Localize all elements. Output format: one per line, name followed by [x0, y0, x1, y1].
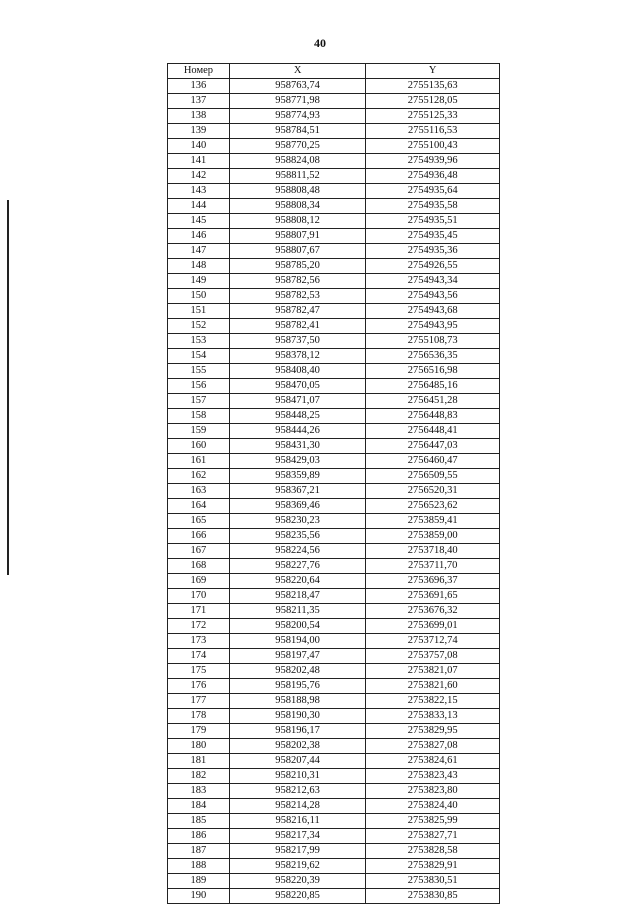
y-coordinate: 2753822,15	[366, 694, 500, 709]
table-row	[168, 469, 500, 484]
point-number: 172	[168, 619, 230, 634]
table-row	[168, 154, 500, 169]
point-number: 188	[168, 859, 230, 874]
x-coordinate: 958220,64	[229, 574, 366, 589]
table-row	[168, 664, 500, 679]
table-row	[168, 859, 500, 874]
table-row	[168, 889, 500, 904]
y-coordinate: 2753833,13	[366, 709, 500, 724]
table-row	[168, 709, 500, 724]
point-number: 159	[168, 424, 230, 439]
point-number: 179	[168, 724, 230, 739]
point-number: 186	[168, 829, 230, 844]
y-coordinate: 2756520,31	[366, 484, 500, 499]
table-row	[168, 574, 500, 589]
point-number: 185	[168, 814, 230, 829]
y-coordinate: 2753829,95	[366, 724, 500, 739]
x-coordinate: 958808,12	[229, 214, 366, 229]
table-row	[168, 769, 500, 784]
x-coordinate: 958807,91	[229, 229, 366, 244]
point-number: 173	[168, 634, 230, 649]
x-coordinate: 958444,26	[229, 424, 366, 439]
x-coordinate: 958220,85	[229, 889, 366, 904]
x-coordinate: 958224,56	[229, 544, 366, 559]
table-row	[168, 514, 500, 529]
x-coordinate: 958227,76	[229, 559, 366, 574]
table-row	[168, 739, 500, 754]
point-number: 144	[168, 199, 230, 214]
point-number: 180	[168, 739, 230, 754]
y-coordinate: 2753829,91	[366, 859, 500, 874]
point-number: 168	[168, 559, 230, 574]
x-coordinate: 958211,35	[229, 604, 366, 619]
x-coordinate: 958471,07	[229, 394, 366, 409]
y-coordinate: 2753830,85	[366, 889, 500, 904]
point-number: 167	[168, 544, 230, 559]
table-row	[168, 424, 500, 439]
table-row	[168, 784, 500, 799]
y-coordinate: 2753830,51	[366, 874, 500, 889]
table-row	[168, 634, 500, 649]
y-coordinate: 2753859,00	[366, 529, 500, 544]
table-row	[168, 109, 500, 124]
x-coordinate: 958217,34	[229, 829, 366, 844]
point-number: 142	[168, 169, 230, 184]
y-coordinate: 2753823,80	[366, 784, 500, 799]
x-coordinate: 958220,39	[229, 874, 366, 889]
x-coordinate: 958369,46	[229, 499, 366, 514]
table-row	[168, 874, 500, 889]
x-coordinate: 958782,53	[229, 289, 366, 304]
x-coordinate: 958808,48	[229, 184, 366, 199]
table-row	[168, 454, 500, 469]
x-coordinate: 958824,08	[229, 154, 366, 169]
page-number: 40	[314, 36, 326, 50]
point-number: 174	[168, 649, 230, 664]
table-row	[168, 379, 500, 394]
y-coordinate: 2753823,43	[366, 769, 500, 784]
y-coordinate: 2756516,98	[366, 364, 500, 379]
point-number: 146	[168, 229, 230, 244]
table-row	[168, 334, 500, 349]
table-row	[168, 649, 500, 664]
x-coordinate: 958212,63	[229, 784, 366, 799]
y-coordinate: 2755108,73	[366, 334, 500, 349]
point-number: 171	[168, 604, 230, 619]
point-number: 184	[168, 799, 230, 814]
x-coordinate: 958218,47	[229, 589, 366, 604]
y-coordinate: 2753676,32	[366, 604, 500, 619]
point-number: 152	[168, 319, 230, 334]
table-row	[168, 529, 500, 544]
x-coordinate: 958782,47	[229, 304, 366, 319]
x-coordinate: 958217,99	[229, 844, 366, 859]
table-row	[168, 499, 500, 514]
point-number: 190	[168, 889, 230, 904]
table-row	[168, 229, 500, 244]
y-coordinate: 2753828,58	[366, 844, 500, 859]
x-coordinate: 958207,44	[229, 754, 366, 769]
table-row	[168, 559, 500, 574]
table-row	[168, 439, 500, 454]
header-number: Номер	[168, 64, 230, 79]
x-coordinate: 958770,25	[229, 139, 366, 154]
x-coordinate: 958202,48	[229, 664, 366, 679]
x-coordinate: 958214,28	[229, 799, 366, 814]
table-body	[168, 79, 500, 904]
y-coordinate: 2756523,62	[366, 499, 500, 514]
x-coordinate: 958763,74	[229, 79, 366, 94]
x-coordinate: 958782,56	[229, 274, 366, 289]
y-coordinate: 2754935,36	[366, 244, 500, 259]
point-number: 156	[168, 379, 230, 394]
y-coordinate: 2755135,63	[366, 79, 500, 94]
y-coordinate: 2755100,43	[366, 139, 500, 154]
point-number: 141	[168, 154, 230, 169]
table-row	[168, 754, 500, 769]
point-number: 166	[168, 529, 230, 544]
point-number: 160	[168, 439, 230, 454]
y-coordinate: 2754926,55	[366, 259, 500, 274]
y-coordinate: 2753825,99	[366, 814, 500, 829]
point-number: 164	[168, 499, 230, 514]
x-coordinate: 958737,50	[229, 334, 366, 349]
point-number: 189	[168, 874, 230, 889]
y-coordinate: 2753691,65	[366, 589, 500, 604]
x-coordinate: 958448,25	[229, 409, 366, 424]
point-number: 176	[168, 679, 230, 694]
x-coordinate: 958431,30	[229, 439, 366, 454]
binding-mark	[7, 200, 9, 575]
point-number: 154	[168, 349, 230, 364]
x-coordinate: 958219,62	[229, 859, 366, 874]
table-row	[168, 199, 500, 214]
y-coordinate: 2753827,08	[366, 739, 500, 754]
point-number: 165	[168, 514, 230, 529]
y-coordinate: 2754935,51	[366, 214, 500, 229]
table-row	[168, 319, 500, 334]
table-header-row	[168, 64, 500, 79]
point-number: 136	[168, 79, 230, 94]
y-coordinate: 2756448,83	[366, 409, 500, 424]
table-row	[168, 544, 500, 559]
point-number: 177	[168, 694, 230, 709]
point-number: 138	[168, 109, 230, 124]
y-coordinate: 2754935,45	[366, 229, 500, 244]
table-row	[168, 799, 500, 814]
y-coordinate: 2756451,28	[366, 394, 500, 409]
table-row	[168, 724, 500, 739]
x-coordinate: 958807,67	[229, 244, 366, 259]
x-coordinate: 958771,98	[229, 94, 366, 109]
table-row	[168, 814, 500, 829]
x-coordinate: 958774,93	[229, 109, 366, 124]
x-coordinate: 958784,51	[229, 124, 366, 139]
table-row	[168, 694, 500, 709]
table-row	[168, 274, 500, 289]
y-coordinate: 2754936,48	[366, 169, 500, 184]
x-coordinate: 958785,20	[229, 259, 366, 274]
table-row	[168, 124, 500, 139]
y-coordinate: 2755116,53	[366, 124, 500, 139]
x-coordinate: 958195,76	[229, 679, 366, 694]
point-number: 163	[168, 484, 230, 499]
y-coordinate: 2756485,16	[366, 379, 500, 394]
x-coordinate: 958808,34	[229, 199, 366, 214]
header-x: X	[229, 64, 366, 79]
point-number: 149	[168, 274, 230, 289]
table-row	[168, 94, 500, 109]
table-row	[168, 604, 500, 619]
y-coordinate: 2753859,41	[366, 514, 500, 529]
y-coordinate: 2753699,01	[366, 619, 500, 634]
table-row	[168, 139, 500, 154]
point-number: 147	[168, 244, 230, 259]
x-coordinate: 958188,98	[229, 694, 366, 709]
table-row	[168, 184, 500, 199]
point-number: 157	[168, 394, 230, 409]
x-coordinate: 958197,47	[229, 649, 366, 664]
point-number: 170	[168, 589, 230, 604]
table-row	[168, 349, 500, 364]
table-row	[168, 214, 500, 229]
x-coordinate: 958408,40	[229, 364, 366, 379]
table-row	[168, 259, 500, 274]
header-y: Y	[366, 64, 500, 79]
point-number: 178	[168, 709, 230, 724]
table-row	[168, 619, 500, 634]
y-coordinate: 2754943,68	[366, 304, 500, 319]
table-row	[168, 589, 500, 604]
y-coordinate: 2755125,33	[366, 109, 500, 124]
x-coordinate: 958429,03	[229, 454, 366, 469]
x-coordinate: 958378,12	[229, 349, 366, 364]
table-row	[168, 364, 500, 379]
point-number: 182	[168, 769, 230, 784]
table-row	[168, 829, 500, 844]
point-number: 137	[168, 94, 230, 109]
x-coordinate: 958230,23	[229, 514, 366, 529]
y-coordinate: 2753757,08	[366, 649, 500, 664]
x-coordinate: 958196,17	[229, 724, 366, 739]
point-number: 158	[168, 409, 230, 424]
y-coordinate: 2753821,60	[366, 679, 500, 694]
y-coordinate: 2754935,58	[366, 199, 500, 214]
table-row	[168, 244, 500, 259]
table-row	[168, 679, 500, 694]
x-coordinate: 958359,89	[229, 469, 366, 484]
table-row	[168, 304, 500, 319]
point-number: 161	[168, 454, 230, 469]
point-number: 140	[168, 139, 230, 154]
y-coordinate: 2753827,71	[366, 829, 500, 844]
point-number: 155	[168, 364, 230, 379]
x-coordinate: 958811,52	[229, 169, 366, 184]
table-row	[168, 79, 500, 94]
y-coordinate: 2754935,64	[366, 184, 500, 199]
point-number: 162	[168, 469, 230, 484]
point-number: 187	[168, 844, 230, 859]
x-coordinate: 958367,21	[229, 484, 366, 499]
y-coordinate: 2754943,95	[366, 319, 500, 334]
x-coordinate: 958200,54	[229, 619, 366, 634]
y-coordinate: 2754943,56	[366, 289, 500, 304]
x-coordinate: 958216,11	[229, 814, 366, 829]
x-coordinate: 958210,31	[229, 769, 366, 784]
point-number: 151	[168, 304, 230, 319]
y-coordinate: 2753824,40	[366, 799, 500, 814]
x-coordinate: 958782,41	[229, 319, 366, 334]
y-coordinate: 2753711,70	[366, 559, 500, 574]
x-coordinate: 958190,30	[229, 709, 366, 724]
point-number: 183	[168, 784, 230, 799]
y-coordinate: 2753824,61	[366, 754, 500, 769]
point-number: 169	[168, 574, 230, 589]
y-coordinate: 2754943,34	[366, 274, 500, 289]
x-coordinate: 958202,38	[229, 739, 366, 754]
y-coordinate: 2756509,55	[366, 469, 500, 484]
point-number: 175	[168, 664, 230, 679]
y-coordinate: 2754939,96	[366, 154, 500, 169]
x-coordinate: 958235,56	[229, 529, 366, 544]
x-coordinate: 958194,00	[229, 634, 366, 649]
point-number: 148	[168, 259, 230, 274]
y-coordinate: 2753696,37	[366, 574, 500, 589]
x-coordinate: 958470,05	[229, 379, 366, 394]
point-number: 143	[168, 184, 230, 199]
point-number: 181	[168, 754, 230, 769]
table-row	[168, 394, 500, 409]
point-number: 139	[168, 124, 230, 139]
coordinates-table	[167, 63, 500, 904]
y-coordinate: 2753712,74	[366, 634, 500, 649]
table-row	[168, 409, 500, 424]
y-coordinate: 2756448,41	[366, 424, 500, 439]
y-coordinate: 2753821,07	[366, 664, 500, 679]
table-row	[168, 844, 500, 859]
table-row	[168, 289, 500, 304]
y-coordinate: 2756447,03	[366, 439, 500, 454]
y-coordinate: 2753718,40	[366, 544, 500, 559]
y-coordinate: 2756536,35	[366, 349, 500, 364]
y-coordinate: 2755128,05	[366, 94, 500, 109]
table-row	[168, 169, 500, 184]
point-number: 145	[168, 214, 230, 229]
point-number: 150	[168, 289, 230, 304]
point-number: 153	[168, 334, 230, 349]
y-coordinate: 2756460,47	[366, 454, 500, 469]
table-row	[168, 484, 500, 499]
